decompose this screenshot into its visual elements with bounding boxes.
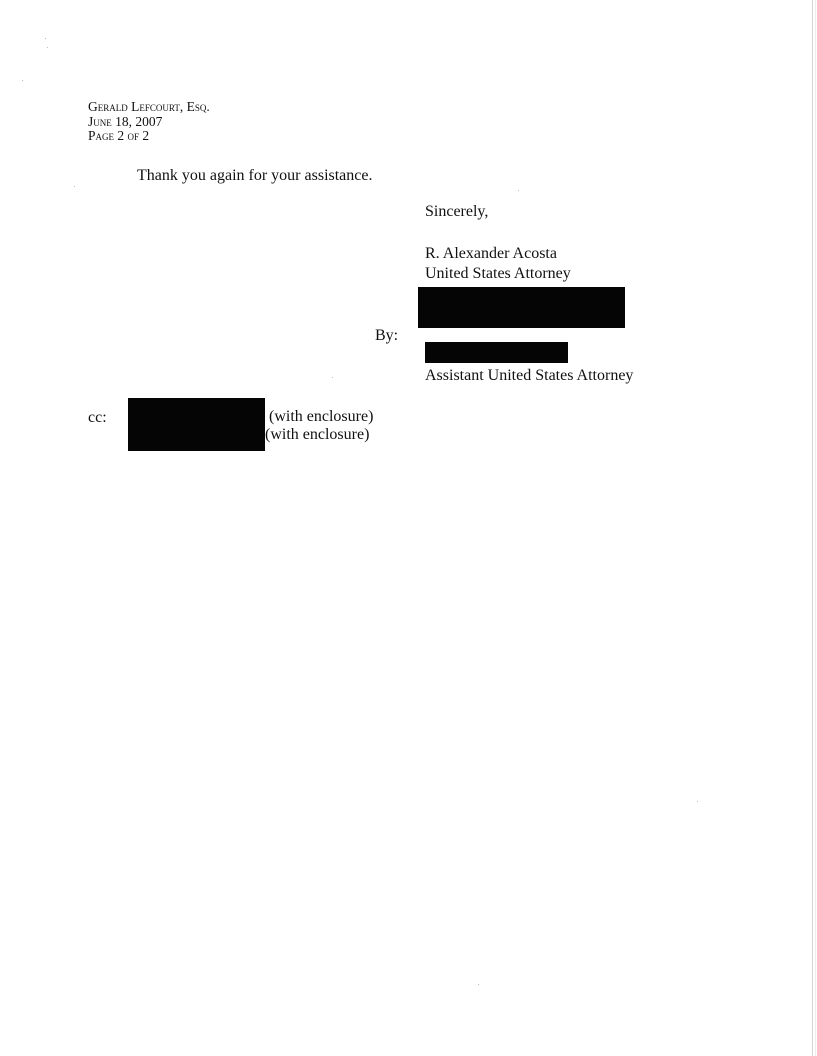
scan-speck xyxy=(74,186,75,187)
redacted-signer-name xyxy=(425,342,568,363)
redacted-cc-recipients xyxy=(128,398,265,451)
page-header xyxy=(88,100,210,144)
scan-speck xyxy=(45,38,46,39)
scan-speck xyxy=(22,80,23,81)
recipient-line: Gerald Lefcourt, Esq. xyxy=(88,99,210,114)
date-line: June 18, 2007 xyxy=(88,113,163,129)
signer-title: Assistant United States Attorney xyxy=(425,367,634,384)
page-number-line: Page 2 of 2 xyxy=(88,128,150,143)
scan-speck xyxy=(518,190,519,191)
cc-note: (with enclosure) xyxy=(265,426,370,443)
by-label: By: xyxy=(375,327,399,344)
scan-speck xyxy=(47,47,48,48)
body-paragraph: Thank you again for your assistance. xyxy=(137,167,373,184)
attorney-title: United States Attorney xyxy=(425,265,571,282)
scan-edge-line-faint xyxy=(815,0,816,1056)
scan-speck xyxy=(697,801,698,802)
closing-salutation: Sincerely, xyxy=(425,203,489,220)
scan-speck xyxy=(332,377,333,378)
scan-edge-line xyxy=(812,0,813,1056)
cc-label: cc: xyxy=(88,409,107,426)
scan-speck xyxy=(478,984,479,985)
attorney-name: R. Alexander Acosta xyxy=(425,245,557,262)
redacted-signature xyxy=(418,287,625,328)
cc-note: (with enclosure) xyxy=(269,408,374,425)
